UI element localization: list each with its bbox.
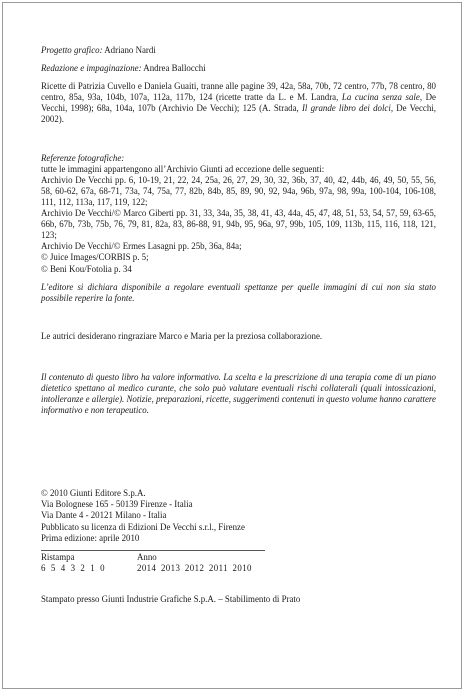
printer-line: Stampato presso Giunti Industrie Grafiche S.p.A. – Stabilimento di Prato xyxy=(41,593,301,604)
recipes-book-title-1: La cucina senza sale xyxy=(341,92,420,103)
recipes-text-3: , De Vecchi, 2002). xyxy=(41,103,436,125)
edition-divider xyxy=(41,550,265,551)
editing-label: Redazione e impaginazione: xyxy=(41,63,142,74)
edition-years: 2014 2013 2012 2011 2010 xyxy=(137,562,252,573)
publisher-info xyxy=(41,488,436,543)
rights-disclaimer: L’editore si dichiara disponibile a regolare eventuali spettanze per quelle immagini di cui non sia stato possibile reperire la fonte. xyxy=(41,281,436,303)
recipes-credit xyxy=(41,81,436,125)
reprint-label: Ristampa xyxy=(41,551,75,562)
design-credit xyxy=(41,45,436,56)
acknowledgements: Le autrici desiderano ringraziare Marco e Maria per la preziosa collaborazione. xyxy=(41,330,323,341)
first-edition-line: Prima edizione: aprile 2010 xyxy=(41,532,140,543)
publisher-address-line: Via Dante 4 - 20121 Milano - Italia xyxy=(41,510,167,521)
photo-reference-line: Archivio De Vecchi pp. 6, 10-19, 21, 22, 24, 25a, 26, 27, 29, 30, 32, 36b, 37, 40, 42, 44b, 46, 49, 50, 55, 56, 58, 60-62, 67a, 68-71, 73a, 74, 75a, 77, 82b, 84b, 85, 89, 90, 92, 94a, 96b, 97a, 98, 99a, 100-104, 106-108, 111, 112, 113a, 117, 119, 122; xyxy=(41,174,436,207)
photo-reference-line: Archivio De Vecchi/© Marco Giberti pp. 31, 33, 34a, 35, 38, 41, 43, 44a, 45, 47, 48, 51, 53, 54, 57, 59, 63-65, 66b, 67b, 73b, 75b, 76, 79, 81, 82a, 83, 86-88, 91, 94b, 95, 96a, 97, 99b, 105, 109, 113b, 115, 116, 118, 121, 123; xyxy=(41,208,436,241)
photo-reference-line: Archivio De Vecchi/© Ermes Lasagni pp. 25b, 36a, 84a; xyxy=(41,241,242,252)
year-label: Anno xyxy=(137,551,157,562)
design-value: Adriano Nardi xyxy=(102,45,156,55)
edition-values xyxy=(41,563,281,574)
photo-reference-line: tutte le immagini appartengono all’Archivio Giunti ad eccezione delle seguenti: xyxy=(41,163,325,174)
recipes-text-2: , De Vecchi, 1998); 68a, 104a, 107b (Archivio De Vecchi); 125 (A. Strada, xyxy=(41,92,436,114)
design-label: Progetto grafico: xyxy=(41,45,103,55)
editing-value: Andrea Ballocchi xyxy=(141,63,206,74)
colophon-content xyxy=(41,45,436,605)
medical-notice: Il contenuto di questo libro ha valore informativo. La scelta e la prescrizione di una terapia come di un piano dietetico spettano al medico curante, che solo può valutare eventuali rischi collaterali (quali intossicazioni, intolleranze e allergie). Notizie, preparazioni, ricette, suggerimenti contenuti in questo volume hanno carattere informativo e non terapeutico. xyxy=(41,371,436,416)
edition-labels xyxy=(41,552,265,563)
recipes-text-1: Ricette di Patrizia Cuvello e Daniela Guaiti, tranne alle pagine 39, 42a, 58a, 70b, 72 centro, 77b, 78 centro, 80 centro, 85a, 93a, 104b, 107a, 112a, 117b, 124 (ricette tratte da L. e M. Landra, xyxy=(41,81,436,103)
recipes-book-title-2: Il grande libro dei dolci xyxy=(301,103,391,114)
photo-references-heading: Referenze fotografiche: xyxy=(41,152,125,163)
photo-reference-line: © Beni Kou/Fotolia p. 34 xyxy=(41,263,132,274)
copyright-line: © 2010 Giunti Editore S.p.A. xyxy=(41,488,146,499)
photo-reference-line: © Juice Images/CORBIS p. 5; xyxy=(41,252,149,263)
colophon-page xyxy=(2,2,462,689)
editing-credit xyxy=(41,63,436,74)
reprint-numbers: 6 5 4 3 2 1 0 xyxy=(41,562,107,573)
publisher-address-line: Via Bolognese 165 - 50139 Firenze - Italia xyxy=(41,499,193,510)
license-line: Pubblicato su licenza di Edizioni De Vecchi s.r.l., Firenze xyxy=(41,521,245,532)
